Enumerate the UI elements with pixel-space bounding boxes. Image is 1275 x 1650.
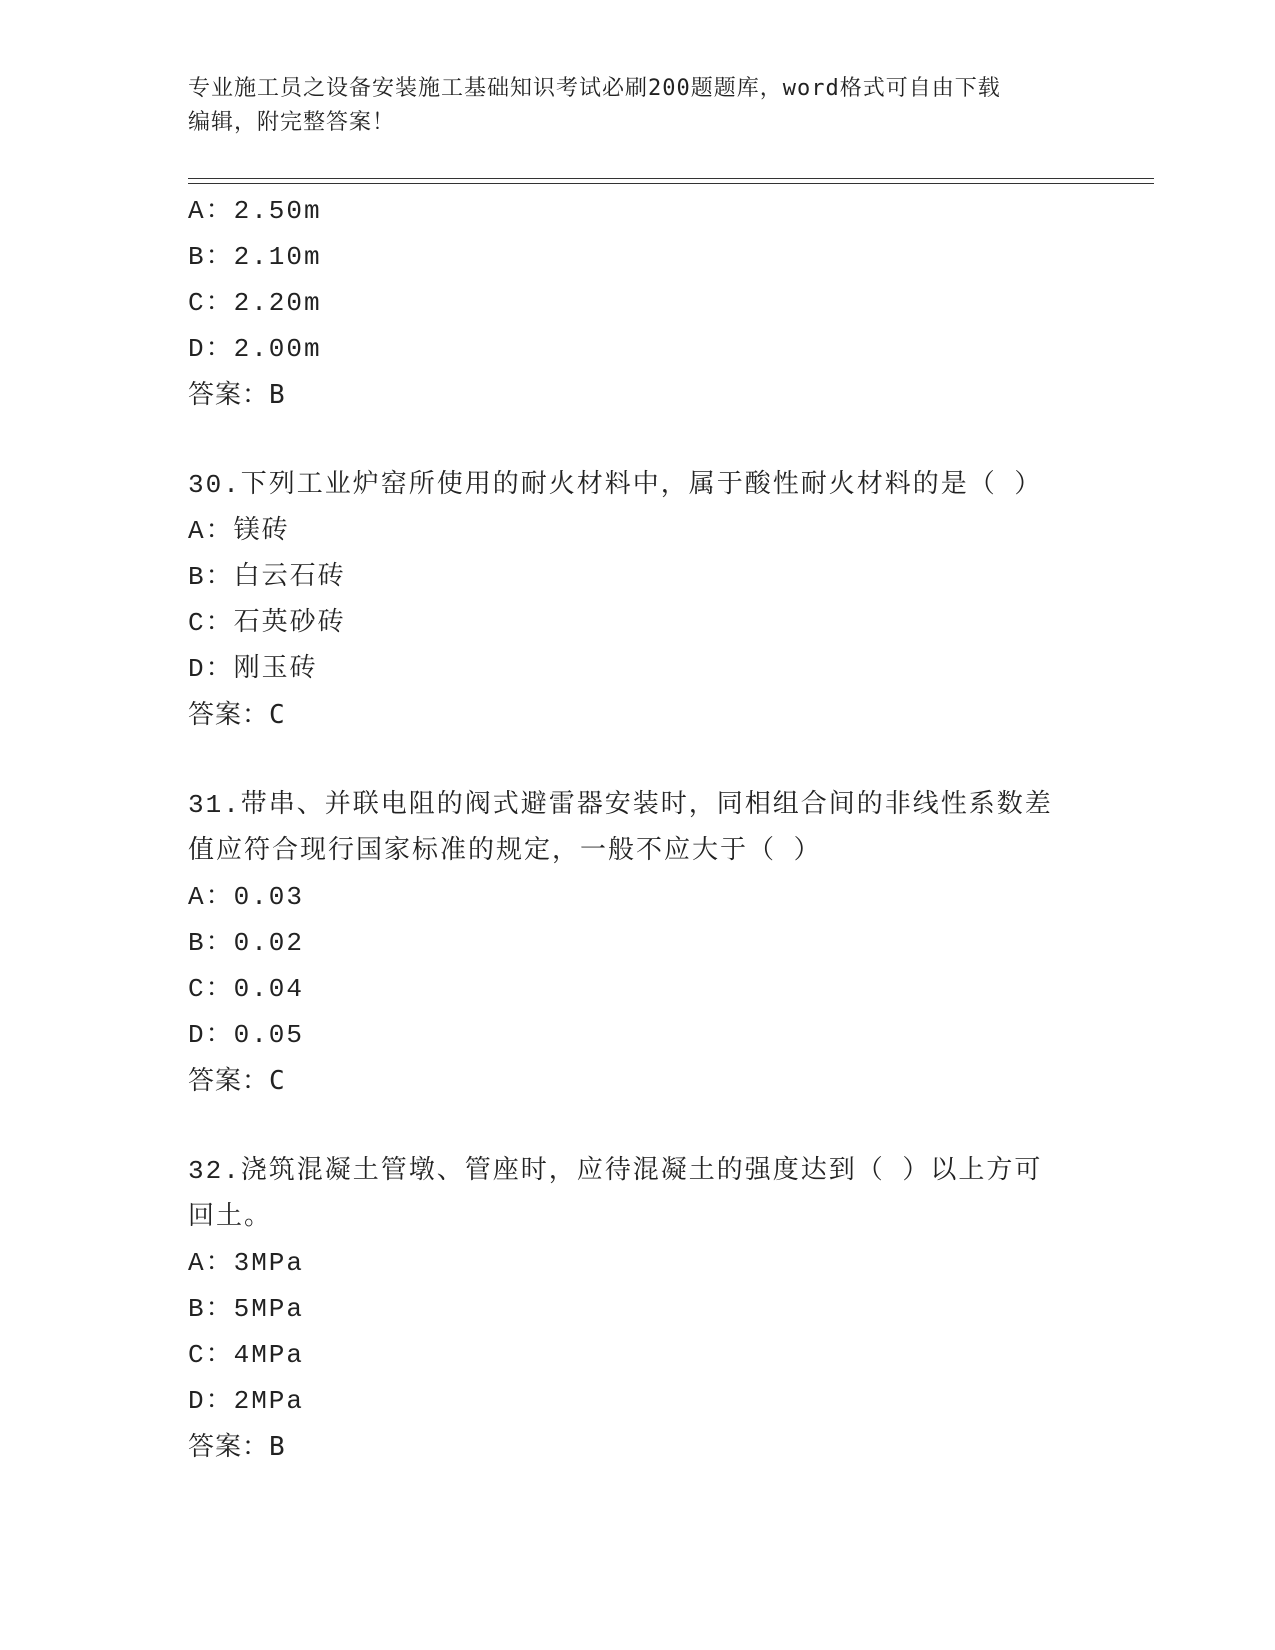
option-c: C：石英砂砖 — [188, 608, 346, 638]
option-b: B：白云石砖 — [188, 562, 346, 592]
answer: 答案：C — [188, 1066, 286, 1096]
option-d: D：0.05 — [188, 1020, 305, 1050]
option-b: B：2.10m — [188, 242, 322, 272]
answer: 答案：B — [188, 380, 286, 410]
header-divider-bottom — [188, 183, 1154, 184]
option-d: D：2MPa — [188, 1386, 305, 1416]
option-b: B：0.02 — [188, 928, 305, 958]
option-c: C：4MPa — [188, 1340, 305, 1370]
option-a: A：2.50m — [188, 196, 322, 226]
option-a: A：镁砖 — [188, 516, 290, 546]
question-stem-line: 31.带串、并联电阻的阀式避雷器安装时，同相组合间的非线性系数差 — [188, 790, 1053, 820]
question-stem-line: 30.下列工业炉窑所使用的耐火材料中，属于酸性耐火材料的是（ ） — [188, 470, 1043, 500]
question-30 — [188, 462, 1148, 738]
header-line-1: 专业施工员之设备安装施工基础知识考试必刷200题题库，word格式可自由下载 — [188, 76, 1001, 101]
question-stem — [188, 462, 1088, 508]
option-d: D：刚玉砖 — [188, 654, 318, 684]
header-divider-top — [188, 178, 1154, 179]
question-stem-line: 值应符合现行国家标准的规定，一般不应大于（ ） — [188, 836, 822, 866]
option-b: B：5MPa — [188, 1294, 305, 1324]
option-c: C：2.20m — [188, 288, 322, 318]
document-header — [188, 72, 1088, 140]
question-29 — [188, 188, 1148, 418]
answer: 答案：B — [188, 1432, 286, 1462]
question-list — [188, 188, 1148, 1470]
question-32 — [188, 1148, 1148, 1470]
question-stem-line: 32.浇筑混凝土管墩、管座时，应待混凝土的强度达到（ ）以上方可 — [188, 1156, 1043, 1186]
option-a: A：0.03 — [188, 882, 305, 912]
option-d: D：2.00m — [188, 334, 322, 364]
question-stem — [188, 782, 1088, 874]
question-31 — [188, 782, 1148, 1104]
question-stem — [188, 1148, 1088, 1240]
option-c: C：0.04 — [188, 974, 305, 1004]
option-a: A：3MPa — [188, 1248, 305, 1278]
answer: 答案：C — [188, 700, 286, 730]
question-stem-line: 回土。 — [188, 1202, 273, 1232]
header-line-2: 编辑，附完整答案！ — [188, 110, 396, 135]
